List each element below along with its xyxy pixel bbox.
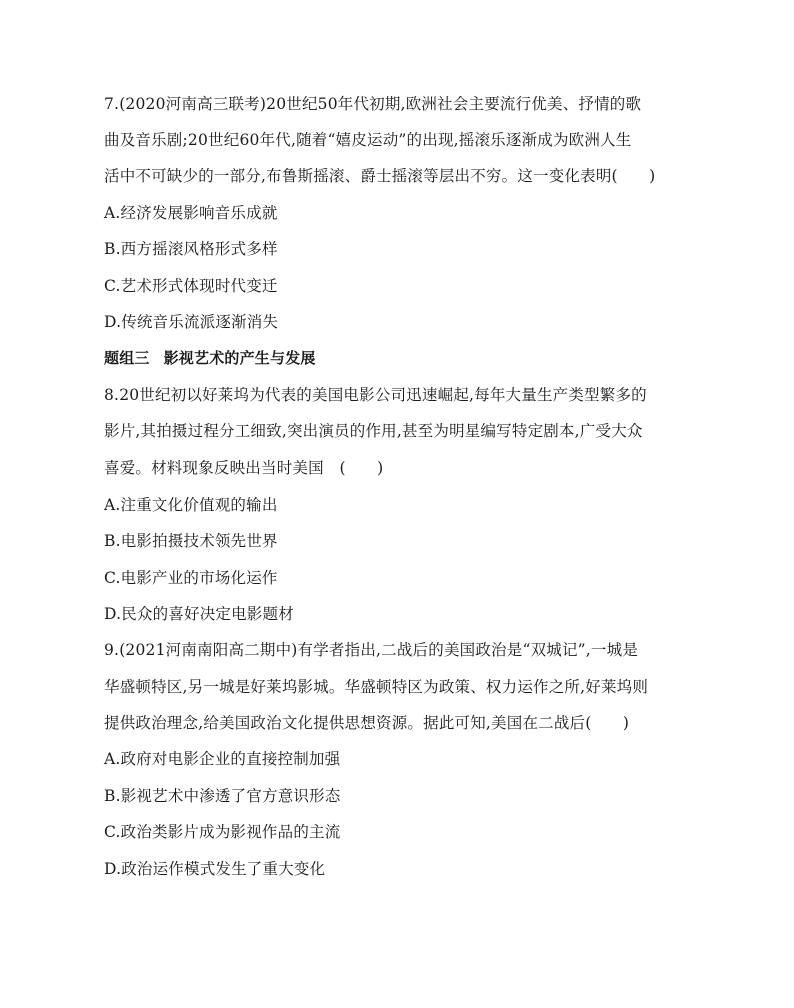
q9-stem-line-3: 提供政治理念,给美国政治文化提供思想资源。据此可知,美国在二战后( ) <box>104 714 630 732</box>
q7-stem-line-2: 曲及音乐剧;20世纪60年代,随着“嬉皮运动”的出现,摇滚乐逐渐成为欧洲人生 <box>104 131 632 149</box>
section-title: 影视艺术的产生与发展 <box>163 349 316 367</box>
q7-stem-line-1: 7.(2020河南高三联考)20世纪50年代初期,欧洲社会主要流行优美、抒情的歌 <box>104 95 642 113</box>
q9-stem-line-1: 9.(2021河南南阳高二期中)有学者指出,二战后的美国政治是“双城记”,一城是 <box>104 641 639 659</box>
q7-option-a: A.经济发展影响音乐成就 <box>104 204 278 222</box>
q8-stem-line-2: 影片,其拍摄过程分工细致,突出演员的作用,甚至为明星编写特定剧本,广受大众 <box>104 422 643 440</box>
q7-option-c: C.艺术形式体现时代变迁 <box>104 277 278 295</box>
section-heading <box>104 347 704 369</box>
q9-option-c: C.政治类影片成为影视作品的主流 <box>104 823 341 841</box>
q7-option-b: B.西方摇滚风格形式多样 <box>104 240 278 258</box>
q9-option-b: B.影视艺术中渗透了官方意识形态 <box>104 787 341 805</box>
q8-option-c: C.电影产业的市场化运作 <box>104 569 278 587</box>
q8-stem-line-3: 喜爱。材料现象反映出当时美国 ( ) <box>104 459 384 477</box>
q8-option-a: A.注重文化价值观的输出 <box>104 496 278 514</box>
q9-stem-line-2: 华盛顿特区,另一城是好莱坞影城。华盛顿特区为政策、权力运作之所,好莱坞则 <box>104 678 649 696</box>
q8-option-b: B.电影拍摄技术领先世界 <box>104 532 278 550</box>
q8-option-d: D.民众的喜好决定电影题材 <box>104 605 294 623</box>
q8-stem-line-1: 8.20世纪初以好莱坞为代表的美国电影公司迅速崛起,每年大量生产类型繁多的 <box>104 386 647 404</box>
q7-option-d: D.传统音乐流派逐渐消失 <box>104 313 279 331</box>
q9-option-d: D.政治运作模式发生了重大变化 <box>104 860 326 878</box>
q7-stem-line-3: 活中不可缺少的一部分,布鲁斯摇滚、爵士摇滚等层出不穷。这一变化表明( ) <box>104 167 656 185</box>
q9-option-a: A.政府对电影企业的直接控制加强 <box>104 750 341 768</box>
section-label: 题组三 <box>104 349 150 367</box>
